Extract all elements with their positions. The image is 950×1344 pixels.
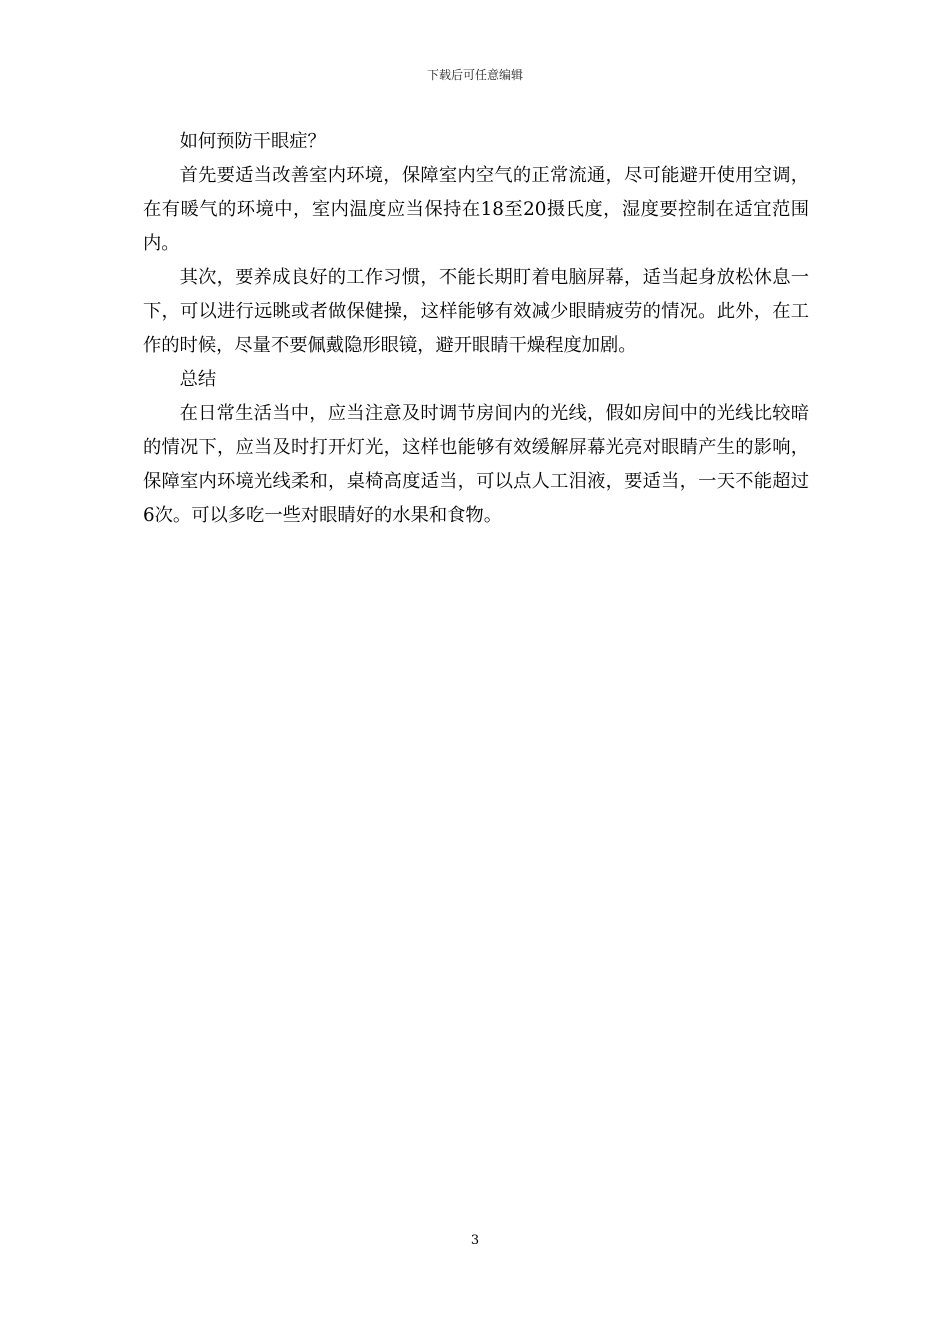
document-body bbox=[143, 125, 809, 533]
paragraph-habits: 其次，要养成良好的工作习惯，不能长期盯着电脑屏幕，适当起身放松休息一下，可以进行远眺或者做保健操，这样能够有效减少眼睛疲劳的情况。此外，在工作的时候，尽量不要佩戴隐形眼镜，避开眼睛干燥程度加剧。 bbox=[143, 267, 809, 356]
heading-summary: 总结 bbox=[179, 369, 217, 390]
heading-prevention: 如何预防干眼症？ bbox=[179, 131, 326, 152]
paragraph-summary: 在日常生活当中，应当注意及时调节房间内的光线，假如房间中的光线比较暗的情况下，应当及时打开灯光，这样也能够有效缓解屏幕光亮对眼睛产生的影响，保障室内环境光线柔和，桌椅高度适当，可以点人工泪液，要适当，一天不能超过6次。可以多吃一些对眼睛好的水果和食物。 bbox=[143, 403, 809, 526]
page-number: 3 bbox=[470, 1233, 480, 1248]
paragraph-environment: 首先要适当改善室内环境，保障室内空气的正常流通，尽可能避开使用空调，在有暖气的环境中，室内温度应当保持在18至20摄氏度，湿度要控制在适宜范围内。 bbox=[143, 165, 809, 254]
page-header: 下载后可任意编辑 bbox=[426, 68, 523, 82]
